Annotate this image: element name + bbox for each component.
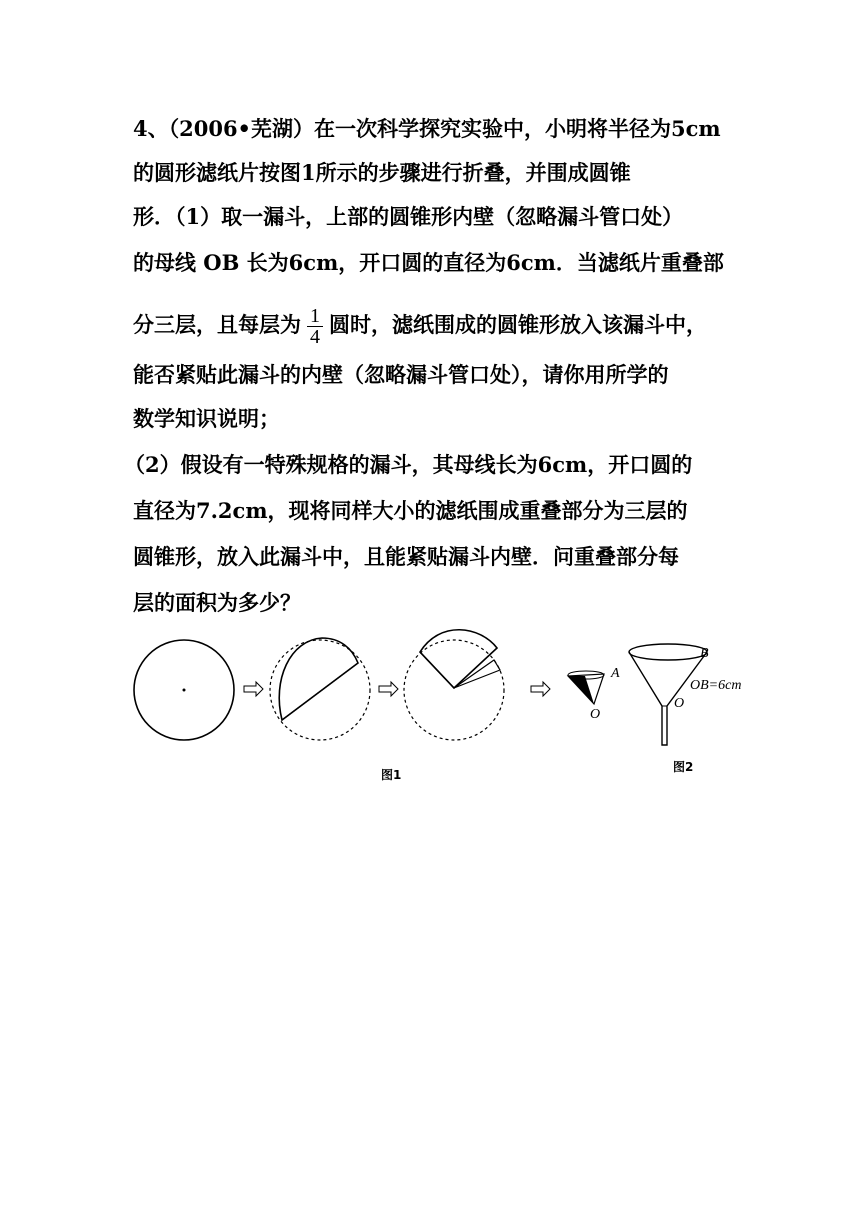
problem-line-3: 形．（1）取一漏斗，上部的圆锥形内壁（忽略漏斗管口处） xyxy=(133,204,684,229)
step3-folded-quarter xyxy=(404,630,504,740)
problem-line-7: 数学知识说明； xyxy=(133,406,280,431)
fraction-numerator: 1 xyxy=(307,306,323,327)
problem-line-9: 直径为7.2cm，现将同样大小的滤纸围成重叠部分为三层的 xyxy=(133,498,688,523)
arrow-icon-1 xyxy=(244,682,263,696)
fraction-denominator: 4 xyxy=(310,326,320,348)
label-b: B xyxy=(700,646,709,661)
label-a: A xyxy=(611,666,620,681)
step1-circle xyxy=(134,640,234,740)
problem-line-6: 能否紧贴此漏斗的内壁（忽略漏斗管口处），请你用所学的 xyxy=(133,362,669,387)
problem-line-11: 层的面积为多少？ xyxy=(133,590,301,615)
problem-line-10: 圆锥形，放入此漏斗中，且能紧贴漏斗内壁．问重叠部分每 xyxy=(133,544,679,569)
label-o-funnel: O xyxy=(674,696,685,711)
problem-line-1: 4、（2006•芜湖）在一次科学探究实验中，小明将半径为5cm xyxy=(133,116,721,141)
line-5-before: 分三层，且每层为 xyxy=(133,312,301,337)
label-o-cone: O xyxy=(590,707,601,722)
funnel-illustration xyxy=(629,644,707,745)
arrow-icon-2 xyxy=(379,682,398,696)
label-ob-length: OB=6cm xyxy=(690,678,742,693)
figure-2-caption: 图2 xyxy=(673,760,694,774)
step4-cone xyxy=(568,671,604,704)
step2-folded-half xyxy=(270,638,370,740)
problem-line-8: （2）假设有一特殊规格的漏斗，其母线长为6cm，开口圆的 xyxy=(124,452,693,477)
problem-line-2: 的圆形滤纸片按图1所示的步骤进行折叠，并围成圆锥 xyxy=(133,160,631,185)
figure-1-caption: 图1 xyxy=(381,768,402,782)
line-5-after: 圆时，滤纸围成的圆锥形放入该漏斗中， xyxy=(329,312,707,337)
problem-line-4: 的母线 OB 长为6cm，开口圆的直径为6cm．当滤纸片重叠部 xyxy=(133,250,724,275)
arrow-icon-3 xyxy=(531,682,550,696)
